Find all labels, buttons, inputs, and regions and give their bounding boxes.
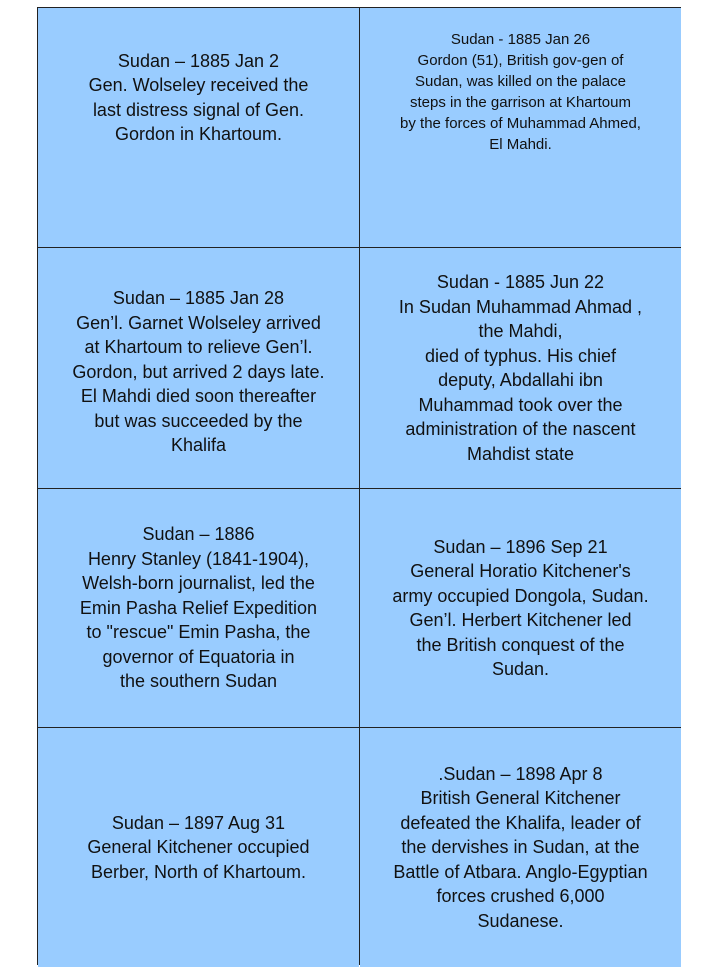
card-heading: Sudan - 1885 Jun 22 [436,272,605,292]
card-text [38,286,359,458]
card-line: died of typhus. His chief [424,345,617,366]
card-line: Henry Stanley (1841-1904), [87,548,310,569]
card-line: Gen’l. Garnet Wolseley arrived [76,312,321,333]
card-heading: Sudan – 1885 Jan 2 [117,50,280,71]
card-line: Gen’l. Herbert Kitchener led [409,610,632,630]
card-heading: .Sudan – 1898 Apr 8 [438,763,603,784]
card-line: General Horatio Kitchener's [410,561,631,581]
card-line: Muhammad took over the [418,394,623,415]
card-text [38,811,359,885]
card-line: deputy, Abdallahi ibn [438,370,603,390]
card-1885-jan-2 [38,8,359,247]
card-heading: Sudan - 1885 Jan 26 [450,30,591,48]
card-1885-jan-28 [38,248,359,488]
card-line: army occupied Dongola, Sudan. [392,585,649,606]
card-line: In Sudan Muhammad Ahmad , [398,296,643,317]
card-line: British General Kitchener [420,788,621,809]
card-line: administration of the nascent [405,419,636,439]
card-line: forces crushed 6,000 [436,886,605,907]
card-line: the British conquest of the [416,634,625,655]
card-line: Gordon (51), British gov-gen of [417,51,624,69]
card-line: defeated the Khalifa, leader of [400,812,641,833]
card-line: General Kitchener occupied [87,837,310,858]
card-line: Mahdist state [466,443,575,464]
card-text [360,762,681,934]
card-line: Sudan. [491,659,550,679]
timeline-card-grid [37,7,681,965]
card-line: the Mahdi, [478,321,563,341]
card-line: the southern Sudan [119,671,278,692]
card-text [38,49,359,147]
card-heading: Sudan – 1897 Aug 31 [111,812,286,833]
card-line: at Khartoum to relieve Gen’l. [84,337,313,358]
card-line: Khalifa [170,435,227,456]
card-heading: Sudan – 1885 Jan 28 [112,288,285,309]
card-line: steps in the garrison at Khartoum [410,93,631,111]
card-1898-apr-8 [360,728,681,967]
card-1897-aug-31 [38,728,359,967]
card-1885-jan-26 [360,8,681,247]
card-text [38,522,359,694]
card-line: Sudan, was killed on the palace [415,72,626,90]
card-line: by the forces of Muhammad Ahmed, [400,114,641,132]
card-1886 [38,489,359,727]
card-text [360,270,681,466]
card-line: Welsh-born journalist, led the [82,573,315,594]
card-line: El Mahdi. [489,135,552,153]
card-line: Gordon, but arrived 2 days late. [72,361,325,382]
card-line: but was succeeded by the [94,410,303,431]
card-line: Gordon in Khartoum. [114,124,283,144]
card-line: Sudanese. [477,910,564,931]
card-1885-jun-22 [360,248,681,488]
card-line: Berber, North of Khartoum. [90,861,307,882]
card-heading: Sudan – 1886 [142,524,255,545]
card-line: governor of Equatoria in [102,646,295,667]
card-line: Gen. Wolseley received the [88,75,309,95]
card-line: El Mahdi died soon thereafter [80,386,317,407]
card-text [360,535,681,682]
card-heading: Sudan – 1896 Sep 21 [433,536,608,557]
card-line: Battle of Atbara. Anglo-Egyptian [393,861,648,882]
card-1896-sep-21 [360,489,681,727]
card-line: last distress signal of Gen. [92,99,305,120]
card-text [360,29,681,155]
card-line: to "rescue" Emin Pasha, the [86,622,311,643]
card-line: the dervishes in Sudan, at the [401,837,640,858]
card-line: Emin Pasha Relief Expedition [79,597,318,618]
